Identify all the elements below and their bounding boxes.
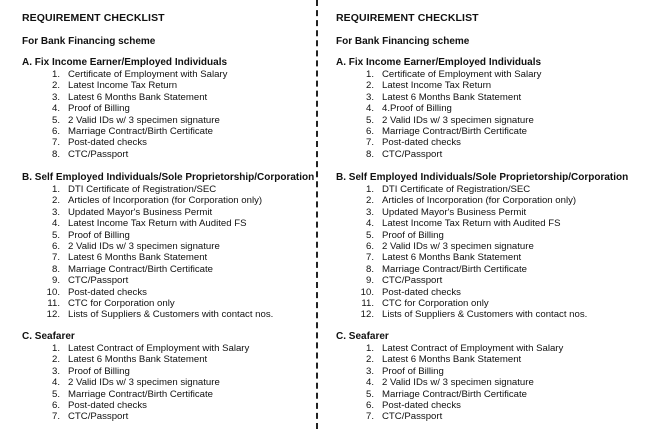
checklist-item-number: 5. [365,114,374,126]
checklist-item-number: 2. [51,195,60,207]
checklist-item-text: Proof of Billing [68,103,130,115]
checklist-subheading: For Bank Financing scheme [22,36,156,47]
checklist-item [30,389,249,400]
checklist-item-number: 7. [365,411,374,423]
checklist-item [344,126,541,137]
checklist-item [30,241,273,252]
checklist-item [30,411,249,422]
checklist-item-number: 1. [51,184,60,195]
right-checklist-column [332,0,654,429]
checklist-item-text: Latest 6 Months Bank Statement [382,252,522,264]
checklist-item-number: 8. [51,148,60,160]
checklist-item-number: 2. [51,80,60,92]
checklist-item-text: 2 Valid IDs w/ 3 specimen signature [68,114,220,126]
checklist-item-text: Latest Contract of Employment with Salary [68,343,250,354]
checklist-item-text: Updated Mayor's Business Permit [68,206,213,218]
checklist-item-number: 4. [365,377,374,389]
checklist-item-number: 4. [365,103,374,115]
checklist-item [30,115,227,126]
checklist-item [30,400,249,411]
section-b-list [30,184,273,321]
column-divider [316,0,318,429]
checklist-item-number: 4. [51,103,60,115]
checklist-heading-right: REQUIREMENT CHECKLIST [336,12,479,24]
checklist-item [344,366,563,377]
checklist-item [30,92,227,103]
checklist-item-number: 6. [51,240,60,252]
checklist-item-text: CTC/Passport [68,148,129,160]
checklist-item-text: DTI Certificate of Registration/SEC [68,184,217,195]
checklist-item-number: 6. [51,125,60,137]
checklist-item-number: 5. [51,229,60,241]
checklist-item-number: 10. [360,286,374,298]
checklist-item [344,195,587,206]
checklist-item-number: 3. [51,206,60,218]
checklist-item [30,195,273,206]
checklist-item-text: 2 Valid IDs w/ 3 specimen signature [382,377,534,389]
checklist-item [344,264,587,275]
checklist-item-number: 7. [51,411,60,423]
checklist-item-number: 12. [46,309,60,321]
checklist-item-text: Latest Contract of Employment with Salary [382,343,564,354]
checklist-item-number: 6. [51,399,60,411]
checklist-item-text: DTI Certificate of Registration/SEC [382,184,531,195]
checklist-item-text: Updated Mayor's Business Permit [382,206,527,218]
checklist-item [344,287,587,298]
checklist-item [344,343,563,354]
checklist-item [30,298,273,309]
checklist-item-text: Lists of Suppliers & Customers with contact nos. [382,309,588,321]
checklist-item [344,411,563,422]
checklist-item [30,207,273,218]
checklist-item [344,252,587,263]
checklist-item-text: CTC for Corporation only [382,297,489,309]
checklist-item-text: Articles of Incorporation (for Corporation only) [382,195,577,207]
checklist-item-text: Latest 6 Months Bank Statement [68,354,208,366]
checklist-item-number: 12. [360,309,374,321]
checklist-item-number: 3. [365,91,374,103]
checklist-item [344,92,541,103]
checklist-item [30,126,227,137]
checklist-item-text: 2 Valid IDs w/ 3 specimen signature [382,114,534,126]
checklist-item-number: 1. [365,69,374,80]
checklist-item-number: 2. [51,354,60,366]
checklist-item-text: Latest Income Tax Return with Audited FS [382,218,561,230]
checklist-item [344,354,563,365]
checklist-item [344,309,587,320]
checklist-item-text: Post-dated checks [68,137,147,149]
checklist-item-number: 2. [365,354,374,366]
checklist-item [30,218,273,229]
checklist-item-number: 10. [46,286,60,298]
checklist-item [344,149,541,160]
checklist-item [30,275,273,286]
checklist-item-text: 2 Valid IDs w/ 3 specimen signature [68,240,220,252]
checklist-item-text: Latest Income Tax Return [68,80,178,92]
section-b-title: B. Self Employed Individuals/Sole Proprietorship/Corporation [22,172,315,183]
checklist-item-number: 4. [51,218,60,230]
checklist-item-text: Latest 6 Months Bank Statement [382,91,522,103]
checklist-item [344,389,563,400]
checklist-item [344,230,587,241]
checklist-item-number: 2. [365,195,374,207]
left-checklist-column [0,0,322,429]
checklist-item-text: 4.Proof of Billing [382,103,452,115]
section-a-title: A. Fix Income Earner/Employed Individuals [22,57,228,68]
checklist-item-text: Latest 6 Months Bank Statement [68,91,208,103]
checklist-item-text: Certificate of Employment with Salary [382,69,542,80]
checklist-item-number: 9. [365,275,374,287]
checklist-item [30,69,227,80]
section-b-title-right: B. Self Employed Individuals/Sole Proprietorship/Corporation [336,172,629,183]
checklist-item-number: 2. [365,80,374,92]
checklist-item [344,377,563,388]
checklist-item-text: Latest 6 Months Bank Statement [68,252,208,264]
checklist-item-number: 6. [365,399,374,411]
checklist-item-text: Latest 6 Months Bank Statement [382,354,522,366]
checklist-item-text: CTC/Passport [382,148,443,160]
checklist-item-number: 7. [51,252,60,264]
section-c-title-right: C. Seafarer [336,331,389,342]
checklist-item-text: Marriage Contract/Birth Certificate [68,388,214,400]
checklist-item-number: 4. [365,218,374,230]
checklist-item [30,287,273,298]
checklist-item [344,207,587,218]
checklist-item-text: CTC/Passport [382,275,443,287]
checklist-item-number: 8. [51,263,60,275]
checklist-item-number: 5. [51,388,60,400]
checklist-item-text: Post-dated checks [68,286,147,298]
checklist-item-text: Latest Income Tax Return with Audited FS [68,218,247,230]
checklist-item [344,218,587,229]
checklist-item-text: 2 Valid IDs w/ 3 specimen signature [68,377,220,389]
checklist-item [30,264,273,275]
checklist-item [344,115,541,126]
checklist-item-number: 3. [51,365,60,377]
checklist-item-text: Latest Income Tax Return [382,80,492,92]
checklist-item-number: 4. [51,377,60,389]
checklist-item-text: CTC for Corporation only [68,297,175,309]
checklist-item-text: Marriage Contract/Birth Certificate [382,388,528,400]
section-c-title: C. Seafarer [22,331,75,342]
checklist-item-number: 7. [365,252,374,264]
checklist-item [30,230,273,241]
checklist-item [30,184,273,195]
section-a-list-right [344,69,541,160]
checklist-item-number: 5. [51,114,60,126]
checklist-item [30,366,249,377]
checklist-item-text: Post-dated checks [68,399,147,411]
checklist-item [344,80,541,91]
checklist-item [30,354,249,365]
checklist-item-text: Marriage Contract/Birth Certificate [68,125,214,137]
checklist-item-number: 11. [47,297,60,309]
checklist-item [30,343,249,354]
checklist-item-text: 2 Valid IDs w/ 3 specimen signature [382,240,534,252]
checklist-item-number: 5. [365,229,374,241]
checklist-heading: REQUIREMENT CHECKLIST [22,12,165,24]
checklist-item-number: 5. [365,388,374,400]
checklist-item [30,377,249,388]
checklist-item [344,137,541,148]
checklist-item-number: 9. [51,275,60,287]
checklist-item-number: 6. [365,125,374,137]
section-c-list [30,343,249,423]
checklist-item [30,309,273,320]
checklist-item [344,241,587,252]
checklist-item-number: 8. [365,263,374,275]
checklist-item-number: 7. [51,137,60,149]
checklist-item-number: 3. [51,91,60,103]
checklist-item [344,184,587,195]
checklist-item-text: Lists of Suppliers & Customers with contact nos. [68,309,274,321]
checklist-item-text: Certificate of Employment with Salary [68,69,228,80]
checklist-item [344,400,563,411]
checklist-item-text: Proof of Billing [382,229,444,241]
section-c-list-right [344,343,563,423]
checklist-item-text: CTC/Passport [68,275,129,287]
checklist-item-number: 3. [365,206,374,218]
checklist-item [30,149,227,160]
checklist-item-number: 3. [365,365,374,377]
checklist-item-number: 11. [361,297,374,309]
checklist-item-text: Marriage Contract/Birth Certificate [382,263,528,275]
checklist-item-number: 1. [365,184,374,195]
checklist-item [30,80,227,91]
checklist-item-text: Articles of Incorporation (for Corporation only) [68,195,263,207]
section-a-list [30,69,227,160]
checklist-item [344,298,587,309]
checklist-item-text: Post-dated checks [382,137,461,149]
checklist-item [344,275,587,286]
checklist-item-number: 1. [365,343,374,354]
checklist-item-number: 6. [365,240,374,252]
section-a-title-right: A. Fix Income Earner/Employed Individuals [336,57,542,68]
checklist-item [30,252,273,263]
checklist-item-text: Marriage Contract/Birth Certificate [68,263,214,275]
checklist-item [30,137,227,148]
checklist-item [344,69,541,80]
checklist-item [344,103,541,114]
checklist-item-text: CTC/Passport [382,411,443,423]
checklist-item [30,103,227,114]
checklist-item-text: Marriage Contract/Birth Certificate [382,125,528,137]
checklist-item-text: Post-dated checks [382,286,461,298]
checklist-item-text: Proof of Billing [68,229,130,241]
checklist-item-text: Proof of Billing [68,365,130,377]
checklist-item-text: Proof of Billing [382,365,444,377]
checklist-item-number: 8. [365,148,374,160]
checklist-item-number: 7. [365,137,374,149]
checklist-item-text: CTC/Passport [68,411,129,423]
checklist-subheading-right: For Bank Financing scheme [336,36,470,47]
section-b-list-right [344,184,587,321]
checklist-item-text: Post-dated checks [382,399,461,411]
checklist-item-number: 1. [51,69,60,80]
checklist-item-number: 1. [51,343,60,354]
